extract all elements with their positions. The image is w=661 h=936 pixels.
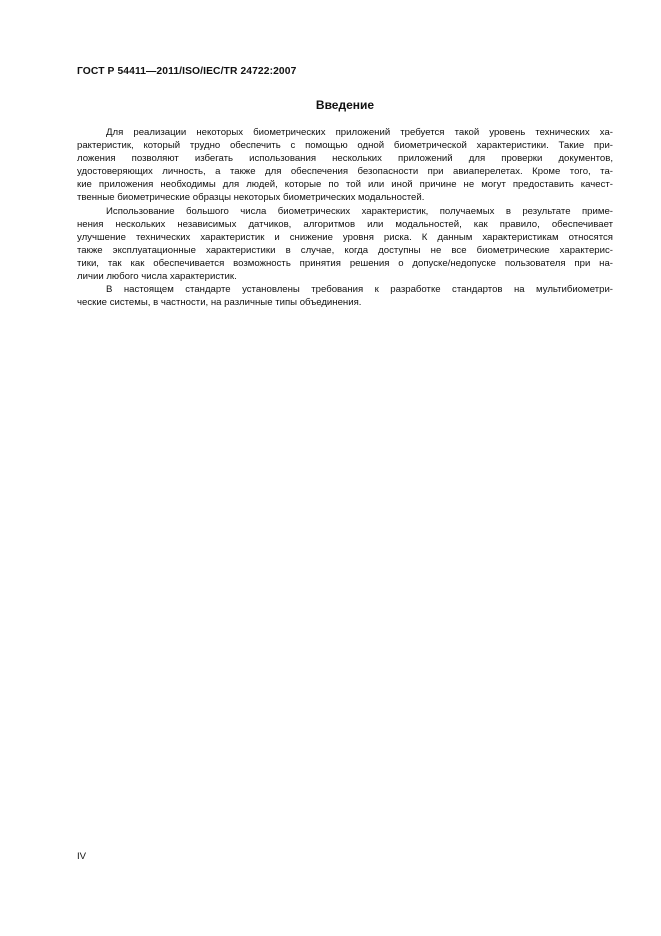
standard-designation: ГОСТ Р 54411—2011/ISO/IEC/TR 24722:2007 <box>77 66 297 77</box>
introduction-body <box>77 126 613 309</box>
paragraph <box>77 283 613 309</box>
text-line: удостоверяющих личность, а также для обеспечения безопасности при авиаперелетах. Кроме того, та- <box>77 166 613 178</box>
page-number: IV <box>77 851 87 862</box>
text-line: твенные биометрические образцы некоторых биометрических модальностей. <box>77 192 425 204</box>
text-line: улучшение технических характеристик и снижение уровня риска. К данным характеристикам относятся <box>77 231 613 243</box>
text-line: ческие системы, в частности, на различные типы объединения. <box>77 297 362 309</box>
text-line: Использование большого числа биометрических характеристик, получаемых в результате приме- <box>106 205 613 217</box>
text-line: ложения позволяют избегать использования нескольких приложений для проверки документов, <box>77 153 613 165</box>
text-line: нения нескольких независимых датчиков, алгоритмов или модальностей, как правило, обеспечивает <box>77 218 613 230</box>
text-line: кие приложения необходимы для людей, которые по той или иной причине не могут предоставить качест- <box>77 179 613 191</box>
text-line: Для реализации некоторых биометрических приложений требуется такой уровень технических ха- <box>106 127 613 138</box>
text-line: личии любого числа характеристик. <box>77 271 237 283</box>
paragraph <box>77 126 613 205</box>
text-line: также эксплуатационные характеристики в случае, когда доступны не все биометрические характерис- <box>77 244 613 256</box>
text-line: В настоящем стандарте установлены требования к разработке стандартов на мультибиометри- <box>106 284 613 296</box>
text-line: рактеристик, который трудно обеспечить с помощью одной биометрической характеристики. Такие при- <box>77 140 613 152</box>
paragraph <box>77 205 613 284</box>
section-title: Введение <box>315 98 375 112</box>
text-line: тики, так как обеспечивается возможность принятия решения о допуске/недопуске пользователя при на- <box>77 257 613 269</box>
